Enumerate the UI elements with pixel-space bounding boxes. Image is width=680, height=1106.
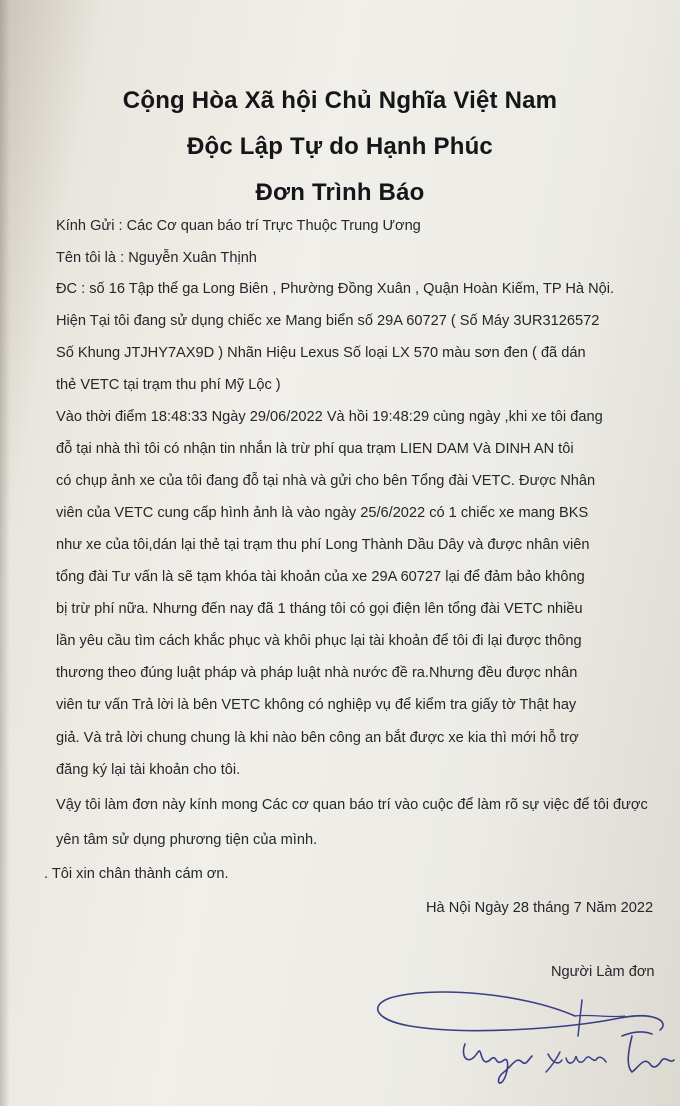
body-line: Kính Gửi : Các Cơ quan báo trí Trực Thuộc Trung Ương <box>56 218 421 234</box>
signer-label: Người Làm đơn <box>551 964 655 980</box>
body-line: Hiện Tại tôi đang sử dụng chiếc xe Mang biển số 29A 60727 ( Số Máy 3UR3126572 <box>56 313 600 329</box>
body-line: Vậy tôi làm đơn này kính mong Các cơ quan báo trí vào cuộc để làm rõ sự việc để tôi được <box>56 797 648 813</box>
body-line: Tên tôi là : Nguyễn Xuân Thịnh <box>56 250 257 266</box>
document-title-block <box>0 78 680 216</box>
body-line: yên tâm sử dụng phương tiện của mình. <box>56 832 318 848</box>
body-line: đăng ký lại tài khoản cho tôi. <box>56 762 241 778</box>
body-line: ĐC : số 16 Tập thể ga Long Biên , Phường Đồng Xuân , Quận Hoàn Kiếm, TP Hà Nội. <box>56 281 615 297</box>
national-title: Cộng Hòa Xã hội Chủ Nghĩa Việt Nam <box>122 87 558 114</box>
body-line: lần yêu cầu tìm cách khắc phục và khôi phục lại tài khoản để tôi đi lại được thông <box>56 633 582 649</box>
handwritten-signature <box>370 956 680 1106</box>
body-line: thẻ VETC tại trạm thu phí Mỹ Lộc ) <box>56 377 281 393</box>
national-motto: Độc Lập Tự do Hạnh Phúc <box>187 133 493 160</box>
closing-line: . Tôi xin chân thành cám ơn. <box>44 866 229 882</box>
document-heading: Đơn Trình Báo <box>255 179 425 206</box>
body-line: viên của VETC cung cấp hình ảnh là vào ngày 25/6/2022 có 1 chiếc xe mang BKS <box>56 505 589 521</box>
body-line: Vào thời điểm 18:48:33 Ngày 29/06/2022 Và hồi 19:48:29 cùng ngày ,khi xe tôi đang <box>56 409 603 425</box>
body-line: đỗ tại nhà thì tôi có nhận tin nhắn là trừ phí qua trạm LIEN DAM Và DINH AN tôi <box>56 441 574 457</box>
body-line: bị trừ phí nữa. Nhưng đến nay đã 1 tháng tôi có gọi điện lên tổng đài VETC nhiều <box>56 601 583 617</box>
body-line: như xe của tôi,dán lại thẻ tại trạm thu phí Long Thành Dầu Dây và được nhân viên <box>56 537 590 553</box>
body-line: giả. Và trả lời chung chung là khi nào bên công an bắt được xe kia thì mới hỗ trợ <box>56 730 579 746</box>
body-line: có chụp ảnh xe của tôi đang đỗ tại nhà và gửi cho bên Tổng đài VETC. Được Nhân <box>56 473 596 489</box>
body-line: tổng đài Tư vấn là sẽ tạm khóa tài khoản của xe 29A 60727 lại để đảm bảo không <box>56 569 585 585</box>
body-line: thương theo đúng luật pháp và pháp luật nhà nước đề ra.Nhưng đều được nhân <box>56 665 578 681</box>
body-line: viên tư vấn Trả lời là bên VETC không có nghiệp vụ để kiểm tra giấy tờ Thật hay <box>56 697 577 713</box>
date-line: Hà Nội Ngày 28 tháng 7 Năm 2022 <box>426 900 654 916</box>
body-line: Số Khung JTJHY7AX9D ) Nhãn Hiệu Lexus Số loại LX 570 màu sơn đen ( đã dán <box>56 345 586 361</box>
